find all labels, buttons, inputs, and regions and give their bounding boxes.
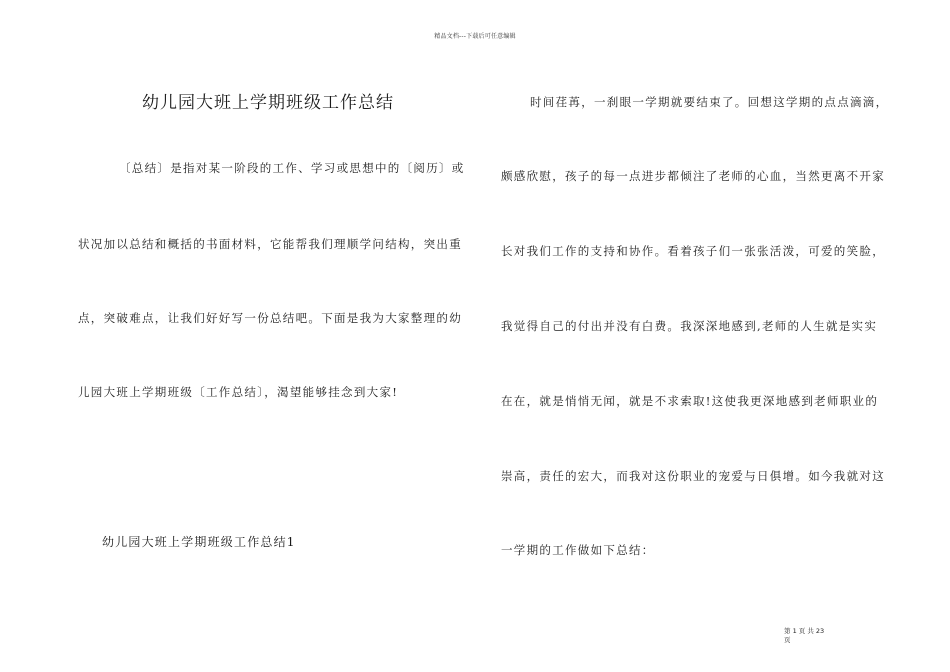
paragraph-line: 时间荏苒，一刹眼一学期就要结束了。回想这学期的点点滴滴， (530, 95, 889, 109)
paragraph-line: 在在，就是悄悄无闻，就是不求索取!这使我更深地感到老师职业的 (501, 394, 879, 408)
paragraph-line: 儿园大班上学期班级〔工作总结〕，渴望能够挂念到大家! (78, 385, 399, 399)
paragraph-line: 点，突破难点，让我们好好写一份总结吧。下面是我为大家整理的幼 (78, 311, 462, 325)
paragraph-line: 崇高，责任的宏大，而我对这份职业的宠爱与日俱增。如今我就对这 (501, 469, 885, 483)
paragraph-line: 长对我们工作的支持和协作。看着孩子们一张张活泼，可爱的笑脸， (501, 244, 885, 258)
paragraph-line: 颇感欣慰，孩子的每一点进步都倾注了老师的心血，当然更离不开家 (501, 169, 885, 183)
page-number-line: 页 (784, 636, 791, 644)
page-number-line: 第 1 页 共 23 (784, 627, 825, 635)
page-number (784, 627, 824, 645)
paragraph-line: 我觉得自己的付出并没有白费。我深深地感到,老师的人生就是实实 (501, 319, 878, 333)
section-subtitle: 幼儿园大班上学期班级工作总结1 (102, 535, 296, 549)
paragraph-line: 状况加以总结和概括的书面材料，它能帮我们理顺学问结构，突出重 (78, 237, 462, 251)
paragraph-line: 一学期的工作做如下总结： (501, 543, 655, 557)
paragraph-line: 〔总结〕是指对某一阶段的工作、学习或思想中的〔阅历〕或 (119, 161, 465, 175)
page-header: 精品文档---下载后可任意编辑 (434, 33, 516, 40)
document-title: 幼儿园大班上学期班级工作总结 (142, 93, 394, 113)
